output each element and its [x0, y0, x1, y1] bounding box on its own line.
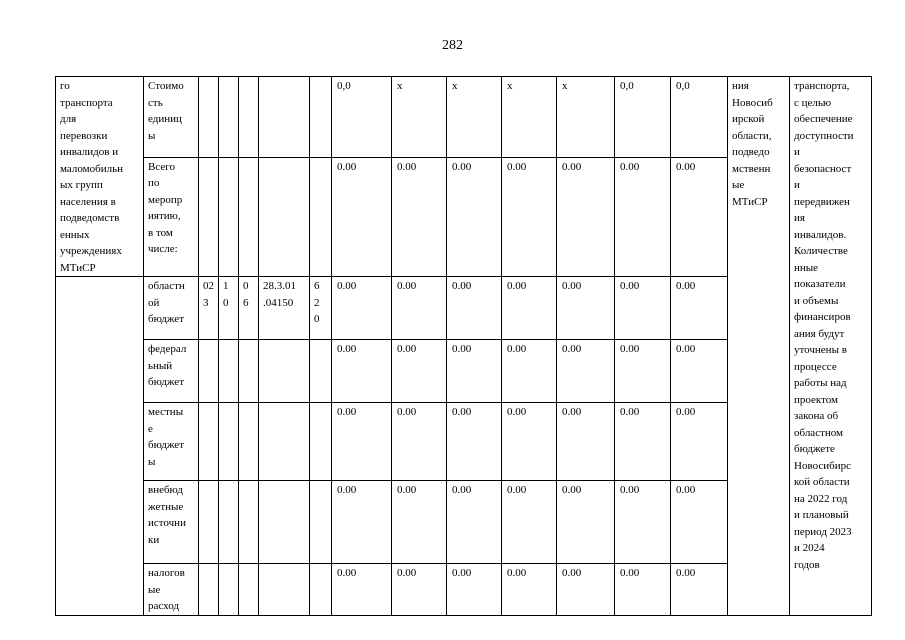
value-cell: 0.00 — [447, 403, 502, 481]
budget-code-cell — [199, 157, 219, 276]
value-cell: 0,0 — [615, 77, 671, 158]
budget-code-cell — [259, 564, 310, 616]
budget-code-cell — [259, 403, 310, 481]
measure-name-cell-continued — [56, 277, 144, 616]
funding-source-cell: Всего по меропр иятию, в том числе: — [144, 157, 199, 276]
value-cell: 0.00 — [671, 340, 728, 403]
budget-code-cell — [199, 481, 219, 564]
value-cell: х — [557, 77, 615, 158]
budget-code-cell — [310, 564, 332, 616]
value-cell: х — [502, 77, 557, 158]
value-cell: 0.00 — [615, 481, 671, 564]
funding-source-cell: местны е бюджет ы — [144, 403, 199, 481]
budget-code-cell — [310, 403, 332, 481]
budget-code-cell — [239, 157, 259, 276]
budget-code-cell — [259, 340, 310, 403]
value-cell: 0.00 — [332, 340, 392, 403]
budget-table — [55, 76, 872, 616]
value-cell: 0.00 — [557, 403, 615, 481]
budget-code-cell — [310, 481, 332, 564]
funding-source-cell: налогов ые расход — [144, 564, 199, 616]
value-cell: 0.00 — [502, 403, 557, 481]
value-cell: 0.00 — [502, 481, 557, 564]
budget-code-cell: 1 0 — [219, 277, 239, 340]
budget-code-cell: 6 2 0 — [310, 277, 332, 340]
expected-result-cell: транспорта, с целью обеспечение доступности и безопасност и передвижен ия инвалидов. Количестве нные показатели и объемы финансиров ания будут уточнены в процессе работы над проектом закона об областном бюджете Новосибирс кой области на 2022 год и плановый период 2023 и 2024 годов — [790, 77, 872, 616]
value-cell: 0.00 — [447, 481, 502, 564]
budget-code-cell — [239, 340, 259, 403]
value-cell: 0.00 — [502, 277, 557, 340]
budget-code-cell: 28.3.01 .04150 — [259, 277, 310, 340]
budget-code-cell — [259, 481, 310, 564]
value-cell: 0.00 — [332, 481, 392, 564]
funding-source-cell: федерал ьный бюджет — [144, 340, 199, 403]
funding-source-cell: внебюд жетные источни ки — [144, 481, 199, 564]
value-cell: 0.00 — [447, 340, 502, 403]
budget-code-cell — [219, 77, 239, 158]
budget-code-cell — [310, 340, 332, 403]
executor-cell: ния Новосиб ирской области, подведо мственн ые МТиСР — [728, 77, 790, 616]
value-cell: 0.00 — [557, 481, 615, 564]
value-cell: 0.00 — [671, 481, 728, 564]
value-cell: 0.00 — [447, 277, 502, 340]
value-cell: 0.00 — [557, 564, 615, 616]
budget-code-cell — [219, 481, 239, 564]
budget-code-cell — [310, 77, 332, 158]
value-cell: 0.00 — [502, 340, 557, 403]
budget-code-cell — [239, 481, 259, 564]
value-cell: 0.00 — [332, 403, 392, 481]
budget-code-cell — [199, 340, 219, 403]
measure-name-cell: го транспорта для перевозки инвалидов и маломобильн ых групп населения в подведомств енных учреждениях МТиСР — [56, 77, 144, 277]
value-cell: 0.00 — [557, 157, 615, 276]
value-cell: 0.00 — [615, 564, 671, 616]
value-cell: 0.00 — [557, 277, 615, 340]
value-cell: 0.00 — [671, 277, 728, 340]
value-cell: 0.00 — [502, 157, 557, 276]
value-cell: 0.00 — [615, 157, 671, 276]
value-cell: 0.00 — [392, 340, 447, 403]
value-cell: 0.00 — [615, 403, 671, 481]
value-cell: 0.00 — [557, 340, 615, 403]
value-cell: 0.00 — [392, 564, 447, 616]
funding-source-cell: Стоимо сть единиц ы — [144, 77, 199, 158]
value-cell: 0.00 — [671, 157, 728, 276]
value-cell: 0.00 — [671, 403, 728, 481]
budget-code-cell — [199, 564, 219, 616]
budget-code-cell: 02 3 — [199, 277, 219, 340]
budget-code-cell — [259, 157, 310, 276]
budget-code-cell — [199, 403, 219, 481]
value-cell: х — [447, 77, 502, 158]
value-cell: 0,0 — [671, 77, 728, 158]
value-cell: 0.00 — [332, 564, 392, 616]
value-cell: 0.00 — [671, 564, 728, 616]
budget-code-cell — [310, 157, 332, 276]
value-cell: 0.00 — [392, 481, 447, 564]
budget-code-cell — [259, 77, 310, 158]
budget-code-cell — [239, 77, 259, 158]
value-cell: 0,0 — [332, 77, 392, 158]
value-cell: 0.00 — [392, 403, 447, 481]
funding-source-cell: областн ой бюджет — [144, 277, 199, 340]
value-cell: 0.00 — [392, 157, 447, 276]
budget-code-cell — [219, 564, 239, 616]
budget-code-cell — [219, 403, 239, 481]
value-cell: 0.00 — [502, 564, 557, 616]
budget-code-cell — [239, 564, 259, 616]
value-cell: 0.00 — [332, 157, 392, 276]
value-cell: 0.00 — [447, 157, 502, 276]
budget-code-cell — [239, 403, 259, 481]
budget-code-cell — [199, 77, 219, 158]
budget-code-cell — [219, 157, 239, 276]
value-cell: 0.00 — [332, 277, 392, 340]
table-row — [56, 77, 872, 158]
value-cell: 0.00 — [615, 277, 671, 340]
value-cell: х — [392, 77, 447, 158]
value-cell: 0.00 — [447, 564, 502, 616]
value-cell: 0.00 — [615, 340, 671, 403]
budget-code-cell — [219, 340, 239, 403]
value-cell: 0.00 — [392, 277, 447, 340]
page-number: 282 — [442, 38, 463, 53]
budget-code-cell: 0 6 — [239, 277, 259, 340]
